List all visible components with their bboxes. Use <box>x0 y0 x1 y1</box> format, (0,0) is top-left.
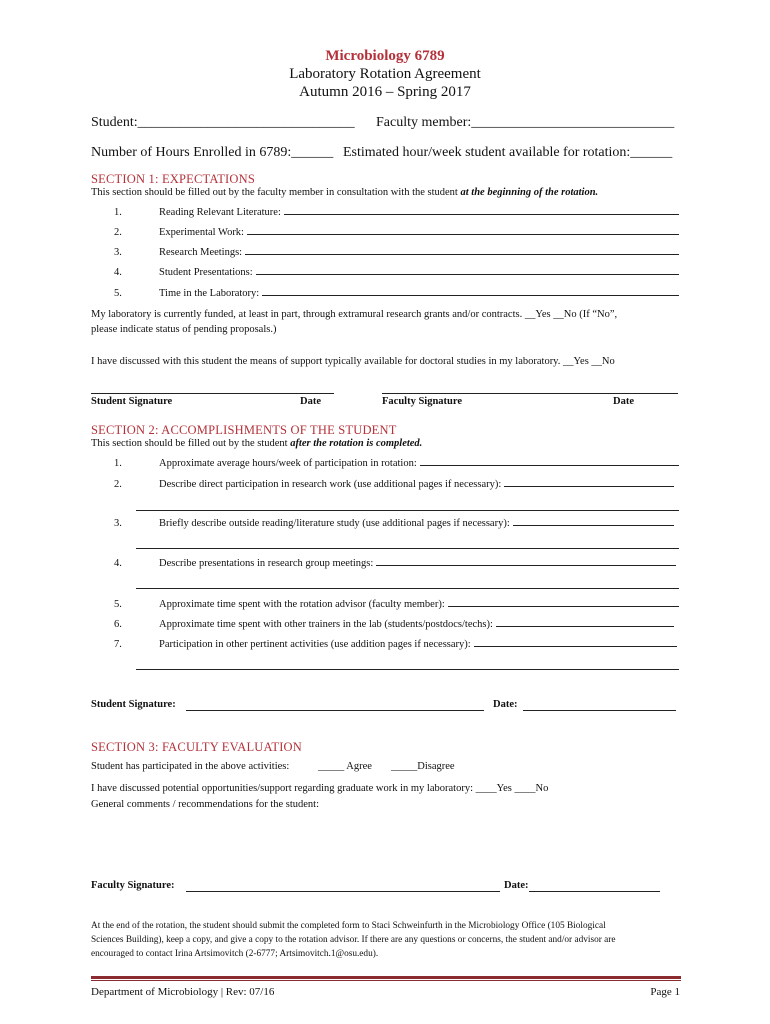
footer-rule-thin <box>91 980 681 981</box>
other-activities-input-line[interactable] <box>474 646 677 647</box>
reading-study-input-line[interactable] <box>513 525 674 526</box>
section2-intro: This section should be filled out by the student after the rotation is completed. <box>91 438 423 449</box>
participated-question: Student has participated in the above activities: <box>91 761 290 772</box>
expectation-meetings[interactable]: 3. Research Meetings: <box>91 247 679 258</box>
section2-heading: SECTION 2: ACCOMPLISHMENTS OF THE STUDENT <box>91 423 397 437</box>
department-revision: Department of Microbiology | Rev: 07/16 <box>91 986 275 998</box>
disagree-option[interactable]: _____Disagree <box>391 761 455 772</box>
student-signature-line-2[interactable] <box>186 710 484 711</box>
page-number: Page 1 <box>650 986 680 998</box>
faculty-signature-label: Faculty Signature <box>382 396 463 407</box>
student-date-line-2[interactable] <box>523 710 676 711</box>
submission-note-line3: encouraged to contact Irina Artsimovitch (2-6777; Artsimovitch.1@osu.edu). <box>91 949 379 959</box>
student-date-label-2: Date: <box>493 699 518 710</box>
agree-option[interactable]: _____ Agree <box>318 761 372 772</box>
estimated-hours-field[interactable]: Estimated hour/week student available for rotation:______ <box>343 145 673 160</box>
presentations-meetings-input-line-2[interactable] <box>136 588 679 589</box>
course-title: Microbiology 6789 <box>325 48 445 64</box>
accomplishment-advisor-time[interactable]: 5. Approximate time spent with the rotation advisor (faculty member): <box>91 599 679 610</box>
research-input-line[interactable] <box>504 486 674 487</box>
comments-label: General comments / recommendations for the student: <box>91 799 320 810</box>
presentations-input-line[interactable] <box>256 274 679 275</box>
accomplishment-other-activities[interactable]: 7. Participation in other pertinent activities (use addition pages if necessary): <box>91 639 677 650</box>
expectation-reading[interactable]: 1. Reading Relevant Literature: <box>91 207 679 218</box>
funding-question-cont: please indicate status of pending proposals.) <box>91 324 277 335</box>
accomplishment-presentations[interactable]: 4. Describe presentations in research group meetings: <box>91 558 676 569</box>
student-field[interactable]: Student:_______________________________ <box>91 115 355 130</box>
accomplishment-trainers-time[interactable]: 6. Approximate time spent with other trainers in the lab (students/postdocs/techs): <box>91 619 674 630</box>
faculty-signature-line-2[interactable] <box>186 891 500 892</box>
expectation-presentations[interactable]: 4. Student Presentations: <box>91 267 679 278</box>
accomplishment-hours[interactable]: 1. Approximate average hours/week of participation in rotation: <box>91 458 679 469</box>
faculty-signature-label-2: Faculty Signature: <box>91 880 175 891</box>
faculty-signature-line[interactable] <box>382 393 678 394</box>
form-title: Laboratory Rotation Agreement <box>289 66 481 82</box>
expectation-time[interactable]: 5. Time in the Laboratory: <box>91 288 679 299</box>
submission-note-line1: At the end of the rotation, the student should submit the completed form to Staci Schweinfurth in the Microbiology Office (105 Biological <box>91 921 606 931</box>
discussed-question[interactable]: I have discussed potential opportunities/support regarding graduate work in my laboratory: ____Yes ____No <box>91 783 549 794</box>
meetings-input-line[interactable] <box>245 254 679 255</box>
funding-question: My laboratory is currently funded, at least in part, through extramural research grants and/or contracts. __Yes __No (If “No”, <box>91 309 618 320</box>
footer-rule <box>91 976 681 979</box>
student-signature-label-2: Student Signature: <box>91 699 176 710</box>
accomplishment-research[interactable]: 2. Describe direct participation in research work (use additional pages if necessary): <box>91 479 674 490</box>
section1-intro: This section should be filled out by the faculty member in consultation with the student at the beginning of the rotation. <box>91 187 599 198</box>
term-line: Autumn 2016 – Spring 2017 <box>299 84 471 100</box>
faculty-date-label-2: Date: <box>504 880 529 891</box>
student-date-label: Date <box>300 396 321 407</box>
student-signature-label: Student Signature <box>91 396 173 407</box>
faculty-member-field[interactable]: Faculty member:_____________________________ <box>376 115 675 130</box>
accomplishment-reading[interactable]: 3. Briefly describe outside reading/literature study (use additional pages if necessary): <box>91 518 674 529</box>
section1-heading: SECTION 1: EXPECTATIONS <box>91 172 256 186</box>
reading-study-input-line-2[interactable] <box>136 548 679 549</box>
other-activities-input-line-2[interactable] <box>136 669 679 670</box>
research-input-line-2[interactable] <box>136 510 679 511</box>
hours-enrolled-field[interactable]: Number of Hours Enrolled in 6789:______ <box>91 145 334 160</box>
student-signature-line[interactable] <box>91 393 334 394</box>
hours-input-line[interactable] <box>420 465 679 466</box>
faculty-date-label: Date <box>613 396 634 407</box>
reading-input-line[interactable] <box>284 214 679 215</box>
submission-note-line2: Sciences Building), keep a copy, and give a copy to the rotation advisor. If there are any questions or concerns, the student and/or advisor are <box>91 935 616 945</box>
advisor-time-input-line[interactable] <box>448 606 679 607</box>
section3-heading: SECTION 3: FACULTY EVALUATION <box>91 740 303 754</box>
comments-area[interactable] <box>91 815 679 875</box>
faculty-date-line-2[interactable] <box>529 891 660 892</box>
trainers-time-input-line[interactable] <box>496 626 674 627</box>
experimental-input-line[interactable] <box>247 234 679 235</box>
time-input-line[interactable] <box>262 295 679 296</box>
expectation-experimental[interactable]: 2. Experimental Work: <box>91 227 679 238</box>
support-question: I have discussed with this student the means of support typically available for doctoral studies in my laboratory. __Yes __No <box>91 356 615 367</box>
presentations-meetings-input-line[interactable] <box>376 565 676 566</box>
